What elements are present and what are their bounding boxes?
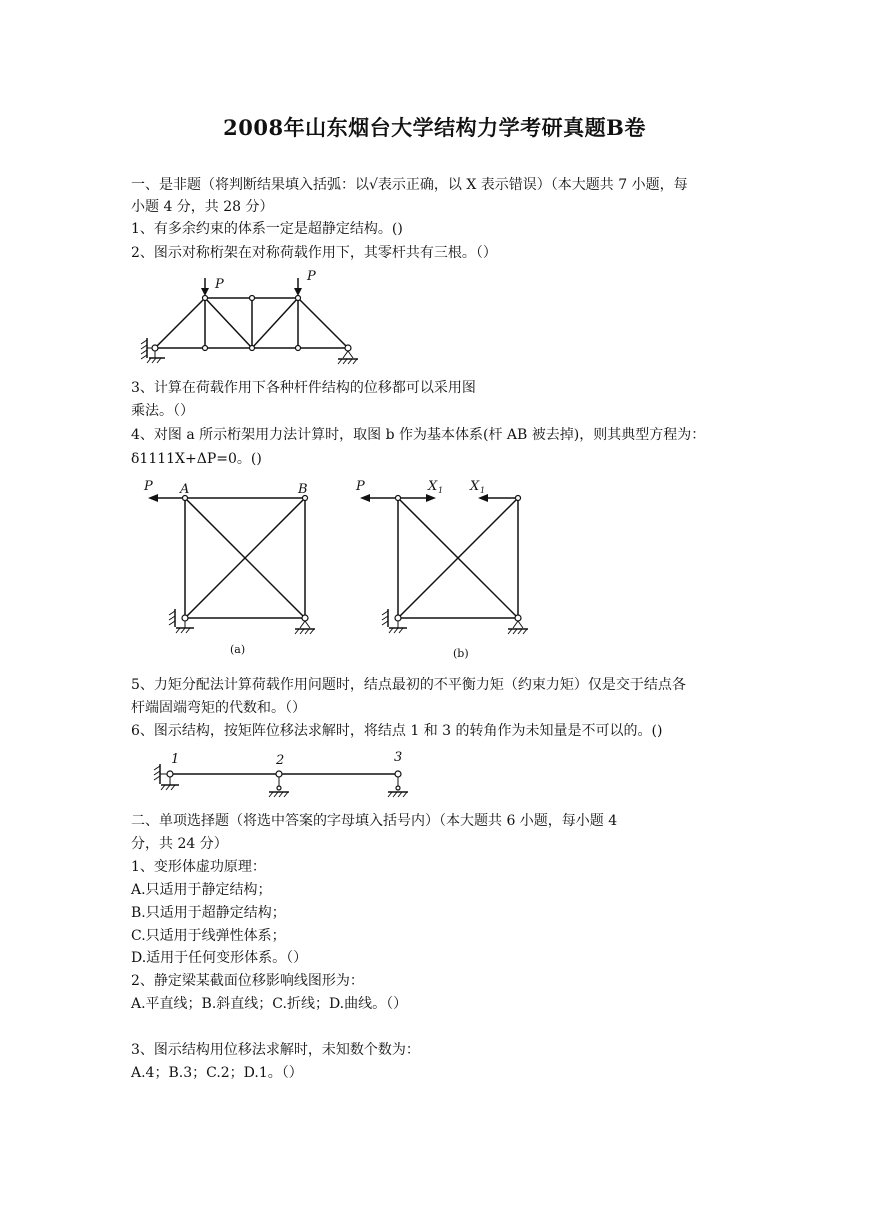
truss-diagram (135, 270, 365, 370)
text-line: 6、图示结构，按矩阵位移法求解时，将结点 1 和 3 的转角作为未知量是不可以的。() (131, 723, 663, 739)
load-label-p1: P (215, 277, 224, 292)
text-line: 1、变形体虚功原理： (131, 859, 266, 875)
text-line: 4、对图 a 所示桁架用力法计算时，取图 b 作为基本体系(杆 AB 被去掉)，则其典型方程为： (131, 427, 706, 443)
beam-node-2: 2 (276, 753, 285, 768)
text-line: 3、计算在荷载作用下各种杆件结构的位移都可以采用图 (131, 380, 476, 396)
text-line: 5、力矩分配法计算荷载作用问题时，结点最初的不平衡力矩（约束力矩）仅是交于结点各 (131, 677, 686, 693)
fig-b-caption: (b) (453, 647, 469, 660)
text-line: 2、图示对称桁架在对称荷载作用下，其零杆共有三根。（） (131, 245, 497, 261)
text-line: 2、静定梁某截面位移影响线图形为： (131, 973, 364, 989)
text-line: 杆端固端弯矩的代数和。（） (131, 700, 306, 716)
text-line: 二、单项选择题（将选中答案的字母填入括号内）（本大题共 6 小题，每小题 4 (131, 813, 618, 829)
fig-a-load-label: P (144, 479, 153, 494)
text-line: C.只适用于线弹性体系； (131, 928, 286, 944)
fig-b-x1-left-sub: 1 (438, 486, 444, 495)
text-line: 小题 4 分，共 28 分） (131, 199, 274, 215)
text-line: 乘法。（） (131, 403, 194, 419)
text-line: 1、有多余约束的体系一定是超静定结构。() (131, 221, 403, 237)
text-line: δ1111X+ΔP=0。() (131, 451, 262, 467)
truss-figure-ab (138, 475, 558, 665)
beam-node-3: 3 (394, 750, 403, 765)
text-line: A.只适用于静定结构； (131, 882, 272, 898)
text-line: A.平直线；B.斜直线；C.折线；D.曲线。（） (131, 996, 408, 1012)
page-title: 2008年山东烟台大学结构力学考研真题B卷 (223, 115, 646, 140)
text-line: A.4；B.3；C.2；D.1。（） (131, 1065, 303, 1081)
fig-b-x1-right-sub: 1 (480, 486, 486, 495)
text-line: D.适用于任何变形体系。（） (131, 950, 308, 966)
fig-b-x1-left: X (428, 479, 438, 494)
text-line: 一、是非题（将判断结果填入括弧：以√表示正确，以 X 表示错误）（本大题共 7 小题，每 (131, 177, 688, 193)
beam-node-1: 1 (171, 752, 180, 767)
text-line: B.只适用于超静定结构； (131, 905, 286, 921)
beam-diagram (140, 748, 420, 803)
fig-b-load-label: P (356, 479, 365, 494)
fig-a-node-a: A (180, 482, 190, 497)
text-line: 分，共 24 分） (131, 836, 228, 852)
fig-b-x1-right: X (470, 479, 480, 494)
load-label-p2: P (307, 269, 316, 284)
fig-a-node-b: B (298, 482, 308, 497)
text-line: 3、图示结构用位移法求解时，未知数个数为： (131, 1042, 420, 1058)
fig-a-caption: (a) (230, 643, 246, 656)
